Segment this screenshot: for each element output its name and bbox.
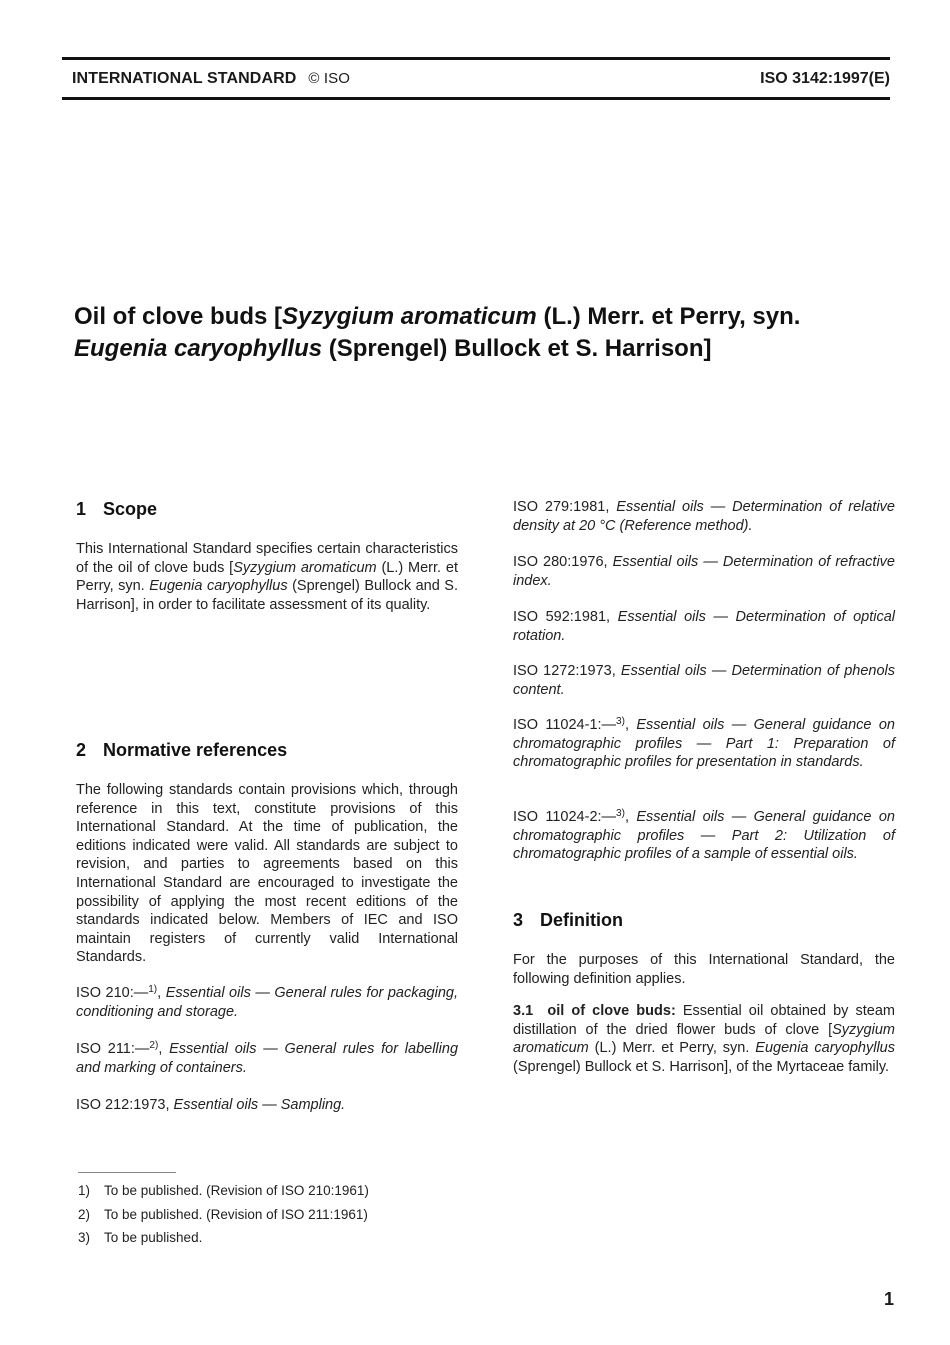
scope-section [76,500,458,519]
reference-id: ISO 280:1976, [513,554,613,570]
footnote-2 [78,1207,368,1222]
definition-synonym: Eugenia caryophyllus [755,1040,895,1057]
reference-id: ISO 11024-2:— [513,809,617,825]
footnote-separator [78,1172,176,1173]
document-type [72,70,350,88]
reference-iso-592 [513,608,895,645]
term-name: oil of clove buds: [547,1003,676,1019]
reference-id: ISO 592:1981, [513,609,618,625]
footnote-1 [78,1183,369,1198]
scope-species: Syzygium aromaticum [233,559,377,576]
definition-intro: For the purposes of this International Standard, the following definition applies. [513,952,895,987]
document-title [74,301,894,365]
footnote-marker: 2) [149,1040,159,1051]
reference-iso-279 [513,498,895,535]
footnote-3 [78,1230,202,1245]
standard-number: ISO 3142:1997(E) [760,70,890,87]
footnote-marker: 1) [148,984,158,995]
definition-text: (Sprengel) Bullock et S. Harrison], of the Myrtaceae family. [513,1058,890,1075]
reference-id: ISO 279:1981, [513,499,617,515]
definition-text: Essential oil obtained by steam distillation of the dried flower buds of clove [ [513,1003,896,1038]
reference-separator: , [624,717,637,733]
section-title: Definition [540,910,623,930]
title-text: (L.) Merr. et Perry, syn. [536,303,801,330]
reference-title: Essential oils — General guidance on chromatographic profiles — Part 2: Utilization of chromatographic profiles of a sample of essential oils. [513,809,895,863]
reference-iso-280 [513,553,895,590]
header-bottom-rule [62,97,890,100]
footnote-number: 2) [78,1207,91,1222]
footnote-marker: 3) [616,808,625,819]
reference-separator: , [158,1041,170,1057]
reference-title: Essential oils — General rules for packaging, conditioning and storage. [76,985,459,1020]
scope-text: (L.) Merr. et Perry, syn. [76,559,459,595]
reference-separator: , [624,809,637,825]
reference-iso-211 [76,1040,458,1077]
reference-id: ISO 210:— [76,985,149,1001]
reference-iso-212 [76,1096,458,1115]
footnote-number: 1) [78,1183,91,1198]
reference-id: ISO 1272:1973, [513,663,621,679]
title-synonym-name: Eugenia caryophyllus [74,335,323,362]
normative-references-section [76,741,458,760]
definition-text: (L.) Merr. et Perry, syn. [588,1040,756,1057]
footnote-text: To be published. (Revision of ISO 211:1961) [104,1207,368,1222]
title-text: (Sprengel) Bullock et S. Harrison] [322,335,712,362]
footnote-number: 3) [78,1230,91,1245]
reference-title: Essential oils — General rules for labelling and marking of containers. [76,1041,459,1076]
document-type-label: INTERNATIONAL STANDARD [72,70,297,87]
reference-title: Essential oils — Determination of optical rotation. [513,609,895,644]
definition-3-1 [513,1002,895,1076]
scope-paragraph [76,540,458,614]
reference-title: Essential oils — General guidance on chromatographic profiles — Part 1: Preparation of chromatographic profiles for presentation in standards. [513,717,895,771]
section-number: 2 [76,740,87,760]
term-number: 3.1 [513,1003,534,1019]
section-number: 3 [513,910,524,930]
copyright-notice: © ISO [308,70,350,87]
definition-heading [513,911,895,930]
footnote-text: To be published. [104,1230,203,1245]
reference-title: Essential oils — Determination of refractive index. [513,554,895,589]
scope-synonym: Eugenia caryophyllus [149,578,288,595]
section-title: Scope [103,499,158,519]
title-species-name: Syzygium aromaticum [282,303,537,330]
reference-separator: , [157,985,166,1001]
reference-iso-11024-2 [513,808,895,864]
footnote-text: To be published. (Revision of ISO 210:1961) [104,1183,369,1198]
title-text: Oil of clove buds [ [74,303,283,330]
reference-id: ISO 211:— [76,1041,150,1057]
header-top-rule [62,57,890,60]
reference-id: ISO 11024-1:— [513,717,617,733]
normative-intro: The following standards contain provisions which, through reference in this text, constitute provisions of this International Standard. At the time of publication, the editions indicated were valid. All standards are subject to revision, and parties to agreements based on this International Standard are encouraged to investigate the possibility of applying the most recent editions of the standards indicated below. Members of IEC and ISO maintain registers of currently valid International Standards. [76,782,458,966]
reference-title: Essential oils — Determination of phenols content. [513,663,896,698]
section-title: Normative references [103,740,288,760]
reference-iso-1272 [513,662,895,699]
reference-iso-210 [76,984,458,1021]
section-number: 1 [76,499,87,519]
normative-references-heading [76,741,458,760]
footnote-marker: 3) [616,716,625,727]
definition-species: Syzygium aromaticum [513,1021,895,1057]
scope-text: This International Standard specifies certain characteristics of the oil of clove buds [ [76,541,458,576]
reference-id: ISO 212:1973, [76,1097,174,1113]
reference-iso-11024-1 [513,716,895,772]
reference-title: Essential oils — Sampling. [173,1097,346,1113]
reference-title: Essential oils — Determination of relative density at 20 °C (Reference method). [513,499,895,534]
scope-heading [76,500,458,519]
scope-text: (Sprengel) Bullock and S. Harrison], in order to facilitate assessment of its quality. [76,578,459,613]
page-number: 1 [883,1289,894,1309]
definition-section [513,911,895,930]
